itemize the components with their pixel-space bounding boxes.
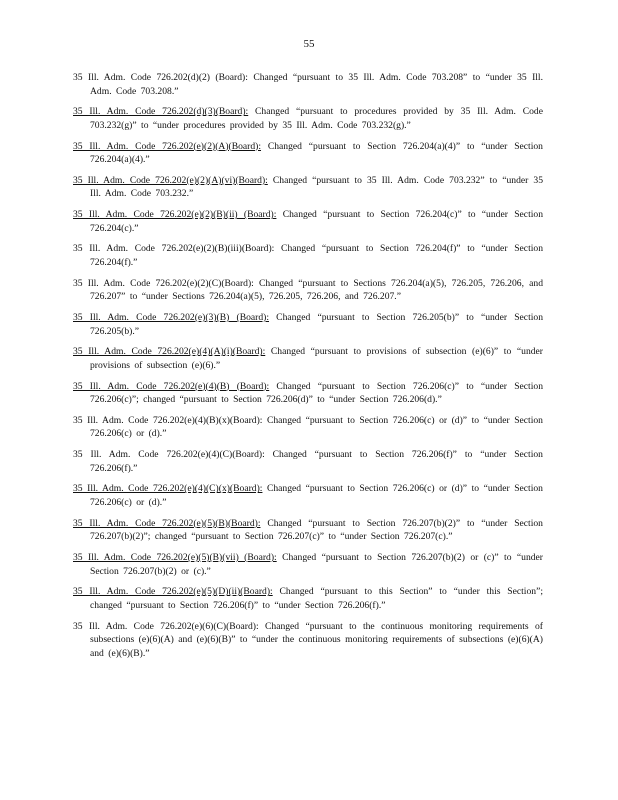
entry-citation: 35 Ill. Adm. Code 726.202(e)(4)(C)(Board): <box>73 449 265 461</box>
entry-citation: 35 Ill. Adm. Code 726.202(e)(5)(B)(Board): <box>73 517 261 529</box>
entry-citation: 35 Ill. Adm. Code 726.202(e)(6)(C)(Board): <box>73 620 259 632</box>
entry-change-text: Changed “pursuant to procedures provided by 35 Ill. Adm. Code 703.232(g)” to “under procedures provided by 35 Ill. Adm. Code 703.232(g).” <box>90 106 543 131</box>
entry-change-text: Changed “pursuant to 35 Ill. Adm. Code 703.232” to “under 35 Ill. Adm. Code 703.232.” <box>90 174 543 200</box>
entry-citation: 35 Ill. Adm. Code 726.202(e)(2)(A)(vi)(Board): <box>73 174 268 186</box>
amendment-entry <box>73 277 543 304</box>
page-number: 55 <box>303 38 315 50</box>
entry-change-text: Changed “pursuant to Section 726.207(b)(2) or (c)” to “under Section 726.207(b)(2) or (c).” <box>90 551 543 577</box>
entry-change-text: Changed “pursuant to Section 726.206(f)” to “under Section 726.206(f).” <box>90 449 543 474</box>
entry-change-text: Changed “pursuant to Section 726.204(f)” to “under Section 726.204(f).” <box>90 243 543 268</box>
entry-citation: 35 Ill. Adm. Code 726.202(e)(2)(A)(Board): <box>73 140 262 152</box>
amendment-entry <box>73 105 543 132</box>
amendment-entry <box>73 414 543 441</box>
entry-citation: 35 Ill. Adm. Code 726.202(d)(2) (Board): <box>73 72 248 83</box>
amendment-entry <box>73 551 543 578</box>
entry-change-text: Changed “pursuant to Section 726.204(c)” to “under Section 726.204(c).” <box>90 209 543 234</box>
entry-change-text: Changed “pursuant to 35 Ill. Adm. Code 703.208” to “under 35 Ill. Adm. Code 703.208.” <box>90 72 543 97</box>
entry-citation: 35 Ill. Adm. Code 726.202(e)(2)(B)(ii) (Board): <box>73 209 277 221</box>
amendment-entry <box>73 448 543 475</box>
entry-citation: 35 Ill. Adm. Code 726.202(e)(4)(B) (Board): <box>73 380 270 392</box>
entry-change-text: Changed “pursuant to Section 726.207(b)(2)” to “under Section 726.207(b)(2)”; changed “pursuant to Section 726.207(c)” to “under Section 726.207(c).” <box>90 517 543 543</box>
entry-change-text: Changed “pursuant to provisions of subsection (e)(6)” to “under provisions of subsection (e)(6).” <box>90 346 543 371</box>
entry-change-text: Changed “pursuant to Section 726.206(c) or (d)” to “under Section 726.206(c) or (d).” <box>90 483 543 508</box>
amendment-entry <box>73 482 543 509</box>
entry-change-text: Changed “pursuant to Sections 726.204(a)(5), 726.205, 726.206, and 726.207” to “under Sections 726.204(a)(5), 726.205, 726.206, and 726.207.” <box>90 277 543 303</box>
amendment-list <box>73 71 543 667</box>
amendment-entry <box>73 208 543 235</box>
amendment-entry <box>73 345 543 372</box>
entry-citation: 35 Ill. Adm. Code 726.202(e)(5)(D)(ii)(Board): <box>73 586 273 598</box>
amendment-entry <box>73 71 543 98</box>
amendment-entry <box>73 620 543 661</box>
entry-citation: 35 Ill. Adm. Code 726.202(d)(3)(Board): <box>73 106 249 118</box>
amendment-entry <box>73 174 543 201</box>
amendment-entry <box>73 311 543 338</box>
entry-citation: 35 Ill. Adm. Code 726.202(e)(3)(B) (Board): <box>73 311 269 323</box>
amendment-entry <box>73 242 543 269</box>
entry-citation: 35 Ill. Adm. Code 726.202(e)(2)(C)(Board): <box>73 277 254 289</box>
entry-change-text: Changed “pursuant to Section 726.204(a)(4)” to “under Section 726.204(a)(4).” <box>90 140 543 166</box>
amendment-entry <box>73 380 543 407</box>
entry-change-text: Changed “pursuant to this Section” to “under this Section”; changed “pursuant to Section 726.206(f)” to “under Section 726.206(f).” <box>90 586 543 611</box>
entry-citation: 35 Ill. Adm. Code 726.202(e)(4)(C)(x)(Board): <box>73 483 263 495</box>
entry-change-text: Changed “pursuant to Section 726.205(b)” to “under Section 726.205(b).” <box>90 311 543 337</box>
amendment-entry <box>73 140 543 167</box>
entry-change-text: Changed “pursuant to Section 726.206(c) or (d)” to “under Section 726.206(c) or (d).” <box>90 414 543 440</box>
entry-citation: 35 Ill. Adm. Code 726.202(e)(4)(A)(i)(Board): <box>73 346 266 358</box>
entry-citation: 35 Ill. Adm. Code 726.202(e)(2)(B)(iii)(Board): <box>73 243 275 255</box>
entry-citation: 35 Ill. Adm. Code 726.202(e)(4)(B)(x)(Board): <box>73 414 263 426</box>
entry-change-text: Changed “pursuant to Section 726.206(c)” to “under Section 726.206(c)”; changed “pursuant to Section 726.206(d)” to “under Section 726.206(d).” <box>90 380 543 406</box>
entry-change-text: Changed “pursuant to the continuous monitoring requirements of subsections (e)(6)(A) and (e)(6)(B)” to “under the continuous monitoring requirements of subsections (e)(6)(A) and (e)(6)(B).” <box>90 620 543 659</box>
entry-citation: 35 Ill. Adm. Code 726.202(e)(5)(B)(vii) (Board): <box>73 551 277 563</box>
amendment-entry <box>73 517 543 544</box>
amendment-entry <box>73 585 543 612</box>
